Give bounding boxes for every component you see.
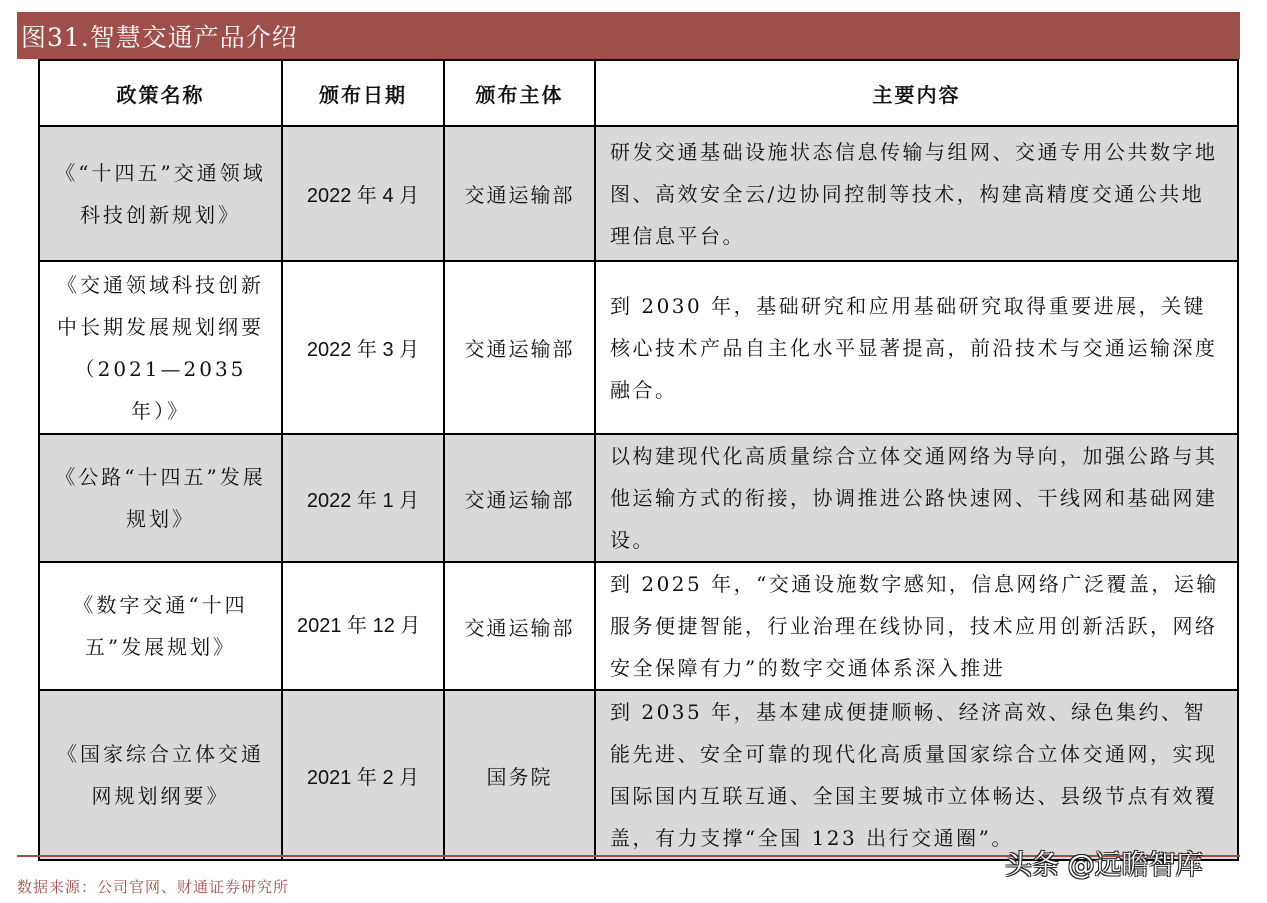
content-cell: 研发交通基础设施状态信息传输与组网、交通专用公共数字地图、高效安全云/边协同控制等技术，构建高精度交通公共地理信息平台。 xyxy=(595,126,1238,261)
header-main-content: 主要内容 xyxy=(595,60,1238,126)
policy-table xyxy=(38,59,1239,861)
content-cell: 以构建现代化高质量综合立体交通网络为导向，加强公路与其他运输方式的衔接，协调推进公路快速网、干线网和基础网建设。 xyxy=(595,434,1238,562)
watermark: 头条 @远瞻智库 xyxy=(1005,850,1203,881)
issue-date-cell: 2022 年 3 月 xyxy=(282,261,444,434)
policy-name-cell: 《公路“十四五”发展规划》 xyxy=(39,434,282,562)
table-row xyxy=(39,562,1238,690)
content-cell: 到 2035 年，基本建成便捷顺畅、经济高效、绿色集约、智能先进、安全可靠的现代化高质量国家综合立体交通网，实现国际国内互联互通、全国主要城市立体畅达、县级节点有效覆盖，有力支撑“全国 123 出行交通圈”。 xyxy=(595,690,1238,860)
figure-title-bar xyxy=(17,12,1240,59)
issuer-cell: 交通运输部 xyxy=(444,562,595,690)
table-row xyxy=(39,126,1238,261)
issue-date-cell: 2021 年 2 月 xyxy=(282,690,444,860)
header-issuer: 颁布主体 xyxy=(444,60,595,126)
policy-name-cell: 《交通领域科技创新中长期发展规划纲要（2021—2035年）》 xyxy=(39,261,282,434)
policy-name-cell: 《数字交通“十四五”发展规划》 xyxy=(39,562,282,690)
issuer-cell: 交通运输部 xyxy=(444,126,595,261)
table-header-row xyxy=(39,60,1238,126)
table-row xyxy=(39,690,1238,860)
issuer-cell: 国务院 xyxy=(444,690,595,860)
issue-date-cell: 2022 年 4 月 xyxy=(282,126,444,261)
issue-date-cell: 2022 年 1 月 xyxy=(282,434,444,562)
data-source-note: 数据来源：公司官网、财通证券研究所 xyxy=(17,878,290,896)
issuer-cell: 交通运输部 xyxy=(444,434,595,562)
figure-title: 图31.智慧交通产品介绍 xyxy=(21,23,298,52)
issue-date-cell: 2021 年 12 月 xyxy=(282,562,444,690)
table-row xyxy=(39,261,1238,434)
header-policy-name: 政策名称 xyxy=(39,60,282,126)
issuer-cell: 交通运输部 xyxy=(444,261,595,434)
policy-name-cell: 《国家综合立体交通网规划纲要》 xyxy=(39,690,282,860)
table-row xyxy=(39,434,1238,562)
header-issue-date: 颁布日期 xyxy=(282,60,444,126)
content-cell: 到 2025 年，“交通设施数字感知，信息网络广泛覆盖，运输服务便捷智能，行业治理在线协同，技术应用创新活跃，网络安全保障有力”的数字交通体系深入推进 xyxy=(595,562,1238,690)
content-cell: 到 2030 年，基础研究和应用基础研究取得重要进展，关键核心技术产品自主化水平显著提高，前沿技术与交通运输深度融合。 xyxy=(595,261,1238,434)
policy-name-cell: 《“十四五”交通领域科技创新规划》 xyxy=(39,126,282,261)
